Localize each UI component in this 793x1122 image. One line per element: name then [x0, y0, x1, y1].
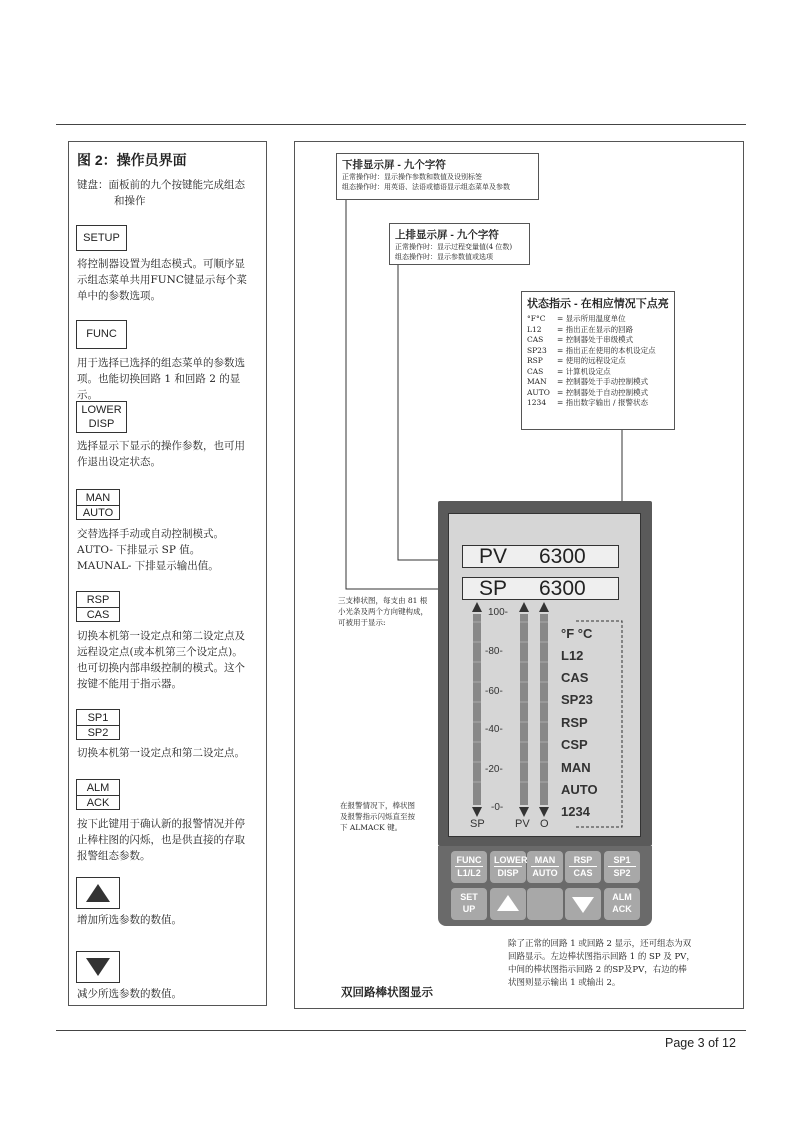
alarm-note-3: 下 ALMACK 键。: [340, 823, 403, 832]
bar-label-sp: SP: [470, 818, 485, 830]
status-row: [527, 325, 669, 336]
down-desc: 减少所选参数的数值。: [77, 988, 182, 1000]
rsp-key-label: RSP: [86, 594, 110, 606]
panel-rsp-label: RSP: [569, 854, 597, 867]
tick-100: 100-: [488, 607, 509, 618]
bar-label-o: O: [540, 818, 549, 830]
alm-ack-desc-3: 报警组态参数。: [77, 850, 151, 862]
panel-alm-ack-key: [604, 888, 640, 920]
alm-ack-desc-2: 止棒柱图的闪烁，也是供直接的存取: [77, 834, 245, 846]
bottom-caption-1: 除了正常的回路 1 或回路 2 显示，还可组态为双: [508, 939, 692, 949]
alarm-note-1: 在报警情况下，棒状图: [340, 801, 415, 810]
status-row-key: CAS: [527, 335, 544, 344]
panel-ack-label: ACK: [612, 904, 632, 914]
sp1-sp2-desc-1: 切换本机第一设定点和第二设定点。: [77, 747, 245, 759]
pv-value: 6300: [539, 545, 586, 568]
alm-ack-desc-1: 按下此键用于确认新的报警情况并停: [77, 818, 245, 830]
panel-auto-label: AUTO: [532, 868, 558, 878]
status-row: [527, 346, 669, 357]
upper-display-callout: [389, 223, 530, 265]
status-row-value: = 控制器处于串级模式: [557, 335, 634, 344]
intro-line-2: 和操作: [114, 195, 146, 207]
pv-label: PV: [479, 545, 508, 568]
bottom-caption-3: 中间的棒状图指示回路 2 的SP及PV，右边的棒: [508, 965, 687, 975]
indicator-man: MAN: [561, 760, 591, 775]
status-row-key: SP23: [527, 345, 547, 355]
status-row-value: = 计算机设定点: [557, 366, 611, 376]
page-number: Page 3 of 12: [665, 1036, 736, 1050]
indicator-auto: AUTO: [561, 782, 598, 797]
panel-lower-label: LOWER: [494, 855, 528, 865]
bar-note-2: 小光条及两个方向键构成，: [338, 607, 428, 616]
panel-up-arrow-key: [490, 888, 526, 920]
panel-sp1-sp2-key: [604, 851, 640, 883]
alarm-note-2: 及报警指示闪烁直至按: [340, 812, 415, 821]
indicator-rsp: RSP: [561, 715, 588, 730]
tick-80: -80-: [485, 646, 503, 657]
sp-value: 6300: [539, 577, 586, 600]
lower-disp-desc-1: 选择显示下显示的操作参数，也可用: [77, 440, 245, 452]
panel-set-label: SET: [460, 892, 478, 902]
bottom-caption: [508, 938, 695, 990]
auto-key-label: AUTO: [77, 505, 119, 520]
panel-blank-key: [527, 888, 563, 920]
rsp-cas-desc-1: 切换本机第一设定点和第二设定点及: [77, 630, 245, 642]
status-row: [527, 314, 669, 325]
status-row-value: = 显示所用温度单位: [557, 314, 626, 323]
tick-40: -40-: [485, 724, 503, 735]
sp-label: SP: [479, 577, 508, 600]
panel-func-label: FUNC: [456, 855, 482, 865]
setup-desc-1: 将控制器设置为组态模式。可顺序显: [77, 258, 245, 270]
status-row-value: = 指出正在显示的回路: [557, 324, 634, 334]
panel-lower-disp-key: [490, 851, 526, 883]
lower-key-label: LOWER: [81, 404, 122, 416]
alarm-note: [340, 800, 415, 833]
indicator-temp-units: °F °C: [561, 626, 593, 641]
upper-display: [462, 545, 619, 568]
man-auto-desc-2: AUTO- 下排显示 SP 值。: [77, 544, 201, 556]
setup-key-label: SETUP: [83, 232, 120, 244]
rsp-cas-desc-2: 远程设定点(或本机第三个设定点)。: [77, 646, 243, 658]
status-row-key: AUTO: [527, 387, 550, 397]
panel-rsp-cas-key: [565, 851, 601, 883]
intro-line-1: 键盘：面板前的九个按键能完成组态: [77, 179, 245, 191]
panel-alm-label: ALM: [612, 892, 632, 902]
func-desc-2: 项。也能切换回路 1 和回路 2 的显示。: [77, 373, 241, 401]
panel-cas-label: CAS: [573, 868, 593, 878]
rsp-cas-desc-3: 也可切换内部串级控制的模式。这个: [77, 662, 245, 674]
tick-20: -20-: [485, 764, 503, 775]
status-row-value: = 控制器处于手动控制模式: [557, 377, 649, 386]
bar-pv: [519, 602, 529, 817]
bar-note-1: 三支棒状图，每支由 81 根: [338, 596, 428, 605]
panel-man-auto-key: [527, 851, 563, 883]
sp2-key-label: SP2: [77, 725, 119, 740]
status-row-value: = 控制器处于自动控制模式: [557, 387, 649, 397]
tick-60: -60-: [485, 686, 503, 697]
man-auto-desc-3: MAUNAL- 下排显示输出值。: [77, 560, 219, 572]
bottom-caption-2: 回路显示。左边棒状图指示回路 1 的 SP 及 PV，: [508, 952, 695, 962]
panel-sp2-label: SP2: [613, 868, 631, 878]
status-row-key: 1234: [527, 398, 547, 407]
bar-graphs: [468, 602, 558, 822]
status-callout-title: 状态指示 - 在相应情况下点亮: [527, 298, 669, 310]
bottom-caption-4: 状图则显示输出 1 或输出 2。: [508, 978, 621, 988]
indicator-cas: CAS: [561, 670, 589, 685]
panel-sp1-label: SP1: [608, 854, 636, 867]
indicator-1234: 1234: [561, 804, 590, 819]
figure-title: 图 2：操作员界面: [77, 152, 187, 168]
status-row: [527, 377, 669, 388]
upper-callout-line-1: 正常操作时：显示过程变量值(4 位数): [395, 243, 513, 251]
setup-desc-2: 示组态菜单共用FUNC键显示每个菜: [77, 274, 247, 286]
upper-callout-line-2: 组态操作时：显示参数值或选项: [395, 253, 493, 261]
lower-callout-line-2: 组态操作时：用英语、法语或德语显示组态菜单及参数: [342, 183, 510, 191]
lower-display-callout: [336, 153, 539, 200]
panel-l1l2-label: L1/L2: [457, 868, 481, 878]
setup-desc-3: 单中的参数选项。: [77, 290, 161, 302]
upper-callout-title: 上排显示屏 - 九个字符: [395, 229, 499, 241]
rsp-cas-desc-4: 按键不能用于指示器。: [77, 678, 182, 690]
tick-0: -0-: [491, 802, 504, 813]
indicator-sp23: SP23: [561, 692, 593, 707]
panel-up-label: UP: [462, 904, 476, 914]
bar-sp: [472, 602, 482, 817]
man-key-label: MAN: [85, 492, 111, 504]
bar-note: [338, 595, 428, 628]
status-row: [527, 388, 669, 399]
status-row-key: MAN: [527, 377, 547, 386]
status-indicator-callout: [521, 291, 675, 430]
panel-up-arrow-icon: [496, 894, 520, 912]
alm-key-label: ALM: [86, 782, 110, 794]
panel-func-key: [451, 851, 487, 883]
cas-key-label: CAS: [77, 607, 119, 622]
figure-caption: 双回路棒状图显示: [341, 987, 433, 999]
status-row: [527, 356, 669, 367]
status-row-value: = 指出数字输出 / 报警状态: [557, 398, 648, 407]
panel-disp-label: DISP: [497, 868, 519, 878]
lower-callout-line-1: 正常操作时：显示操作参数和数值及设别标签: [342, 173, 482, 181]
lower-disp-desc-2: 作退出设定状态。: [77, 456, 161, 468]
sp1-key-label: SP1: [87, 712, 109, 724]
status-row-key: CAS: [527, 366, 544, 376]
status-row: [527, 335, 669, 346]
panel-down-arrow-icon: [571, 896, 595, 914]
status-row-value: = 使用的远程设定点: [557, 356, 626, 365]
status-row-value: = 指出正在使用的本机设定点: [557, 345, 656, 355]
bar-label-pv: PV: [515, 818, 530, 830]
disp-key-label: DISP: [88, 418, 115, 430]
lower-callout-title: 下排显示屏 - 九个字符: [342, 159, 446, 171]
status-row-key: RSP: [527, 356, 543, 365]
panel-man-label: MAN: [531, 854, 559, 867]
bar-output: [539, 602, 549, 817]
func-desc-1: 用于选择已选择的组态菜单的参数选: [77, 357, 245, 369]
status-row-key: °F°C: [527, 314, 546, 323]
up-desc: 增加所选参数的数值。: [77, 914, 182, 926]
panel-down-arrow-key: [565, 888, 601, 920]
ack-key-label: ACK: [77, 795, 119, 810]
man-auto-desc-1: 交替选择手动或自动控制模式。: [77, 528, 224, 540]
indicator-csp: CSP: [561, 737, 588, 752]
indicator-l12: L12: [561, 648, 584, 663]
status-row: [527, 367, 669, 378]
status-row: [527, 398, 669, 409]
lower-display: [462, 577, 619, 600]
func-key-label: FUNC: [86, 328, 117, 340]
panel-setup-key: [451, 888, 487, 920]
status-row-key: L12: [527, 324, 542, 334]
bar-note-3: 可被用于显示:: [338, 618, 386, 627]
